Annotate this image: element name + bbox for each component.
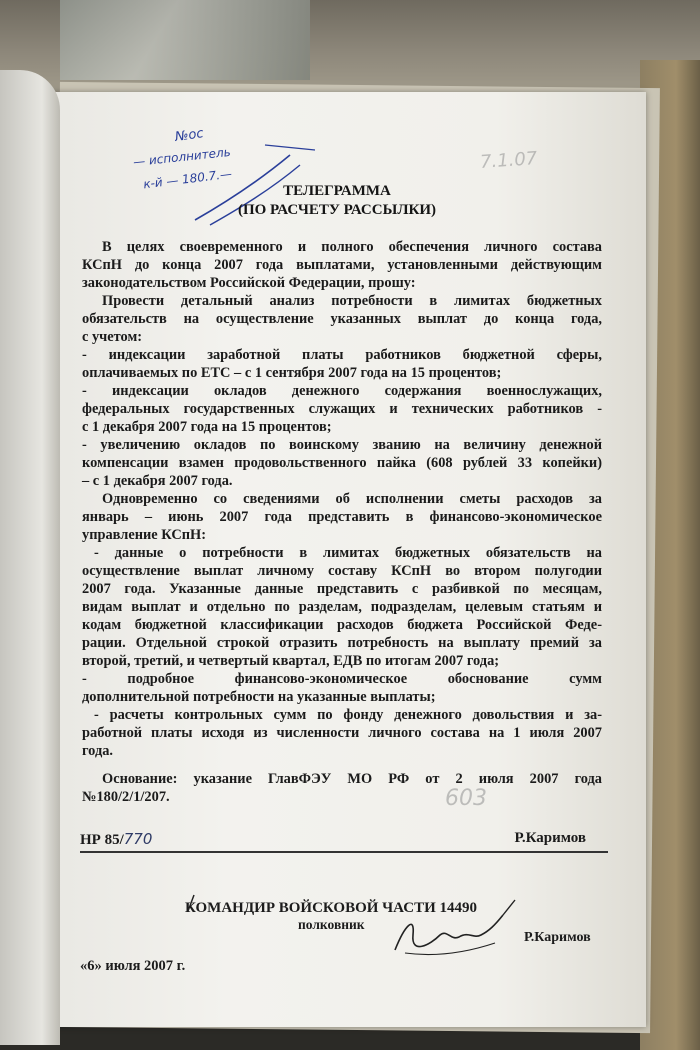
paragraph-report	[82, 490, 602, 544]
text-line: Одновременно со сведениями об исполнении сметы расходов за	[102, 491, 602, 507]
text-line: КСпН до конца 2007 года выплатами, установленными действующим	[82, 257, 602, 273]
text-line: дополнительной потребности на указанные выплаты;	[82, 689, 436, 705]
registration-prefix: НР 85/	[80, 832, 124, 848]
text-line: осуществление выплат личному составу КСпН во втором полугодии	[82, 563, 602, 579]
text-line: Основание: указание ГлавФЭУ МО РФ от 2 июля 2007 года	[102, 771, 602, 787]
list-item	[82, 382, 602, 436]
divider	[80, 851, 608, 853]
paragraph-intro	[82, 238, 602, 292]
text-line: федеральных государственных служащих и технических работников -	[82, 401, 602, 417]
list-item	[82, 544, 602, 670]
title-subline: (ПО РАСЧЕТУ РАССЫЛКИ)	[237, 202, 437, 218]
title-line: ТЕЛЕГРАММА	[283, 183, 391, 199]
list-item	[82, 346, 602, 382]
text-line: Провести детальный анализ потребности в лимитах бюджетных	[102, 293, 602, 309]
pen-mark	[186, 893, 196, 913]
background-glass	[60, 0, 310, 80]
text-line: - индексации заработной платы работников бюджетной сферы,	[82, 347, 602, 363]
left-page-edge	[0, 70, 60, 1045]
text-line: с учетом:	[82, 329, 143, 345]
text-line: – с 1 декабря 2007 года.	[82, 473, 233, 489]
text-line: 2007 года. Указанные данные представить с разбивкой по месяцам,	[82, 581, 602, 597]
commander-name: Р.Каримов	[524, 930, 591, 945]
text-line: - данные о потребности в лимитах бюджетных обязательств на	[94, 545, 602, 561]
text-line: - увеличению окладов по воинскому званию на величину денежной	[82, 437, 602, 453]
text-line: январь – июнь 2007 года представить в финансово-экономическое	[82, 509, 602, 525]
text-line: №180/2/1/207.	[82, 789, 170, 805]
list-item	[82, 706, 602, 760]
pencil-note: 603	[445, 786, 487, 811]
document-title	[222, 182, 452, 220]
handwritten-signature	[385, 895, 525, 965]
list-item	[82, 670, 602, 706]
handwritten-note: — исполнитель	[132, 144, 232, 170]
handwritten-reg-number: 770	[123, 830, 153, 848]
text-line: оплачиваемых по ЕТС – с 1 сентября 2007 года на 15 процентов;	[82, 365, 502, 381]
text-line: видам выплат и отдельно по разделам, подразделам, целевым статьям и	[82, 599, 602, 615]
text-line: - расчеты контрольных сумм по фонду денежного довольствия и за-	[94, 707, 602, 723]
text-line: управление КСпН:	[82, 527, 207, 543]
text-line: второй, третий, и четвертый квартал, ЕДВ по итогам 2007 года;	[82, 653, 500, 669]
text-line: года.	[82, 743, 114, 759]
text-line: кодам бюджетной классификации расходов бюджета Российской Феде-	[82, 617, 602, 633]
text-line: - индексации окладов денежного содержания военнослужащих,	[82, 383, 602, 399]
pencil-note: 7.1.07	[479, 148, 538, 173]
paragraph-basis	[82, 770, 602, 806]
text-line: - подробное финансово-экономическое обоснование сумм	[82, 671, 602, 687]
signer-short: Р.Каримов	[514, 830, 586, 846]
text-line: рации. Отдельной строкой отразить потребность на выплату премий за	[82, 635, 602, 651]
commander-rank: полковник	[298, 917, 365, 932]
document-date: «6» июля 2007 г.	[80, 958, 186, 974]
commander-title: КОМАНДИР ВОЙСКОВОЙ ЧАСТИ 14490	[185, 900, 478, 916]
text-line: обязательств на осуществление указанных выплат до конца года,	[82, 311, 602, 327]
paragraph-request	[82, 292, 602, 346]
text-line: В целях своевременного и полного обеспечения личного состава	[102, 239, 602, 255]
list-item	[82, 436, 602, 490]
text-line: законодательством Российской Федерации, прошу:	[82, 275, 416, 291]
text-line: компенсации взамен продовольственного пайка (608 рублей 33 копейки)	[82, 455, 602, 471]
text-line: работной платы исходя из численности личного состава на 1 июля 2007	[82, 725, 602, 741]
registration-number	[80, 830, 152, 849]
text-line: с 1 декабря 2007 года на 15 процентов;	[82, 419, 332, 435]
handwritten-note: к-й — 180.7.—	[142, 166, 233, 192]
handwritten-note: №ос	[174, 126, 205, 145]
